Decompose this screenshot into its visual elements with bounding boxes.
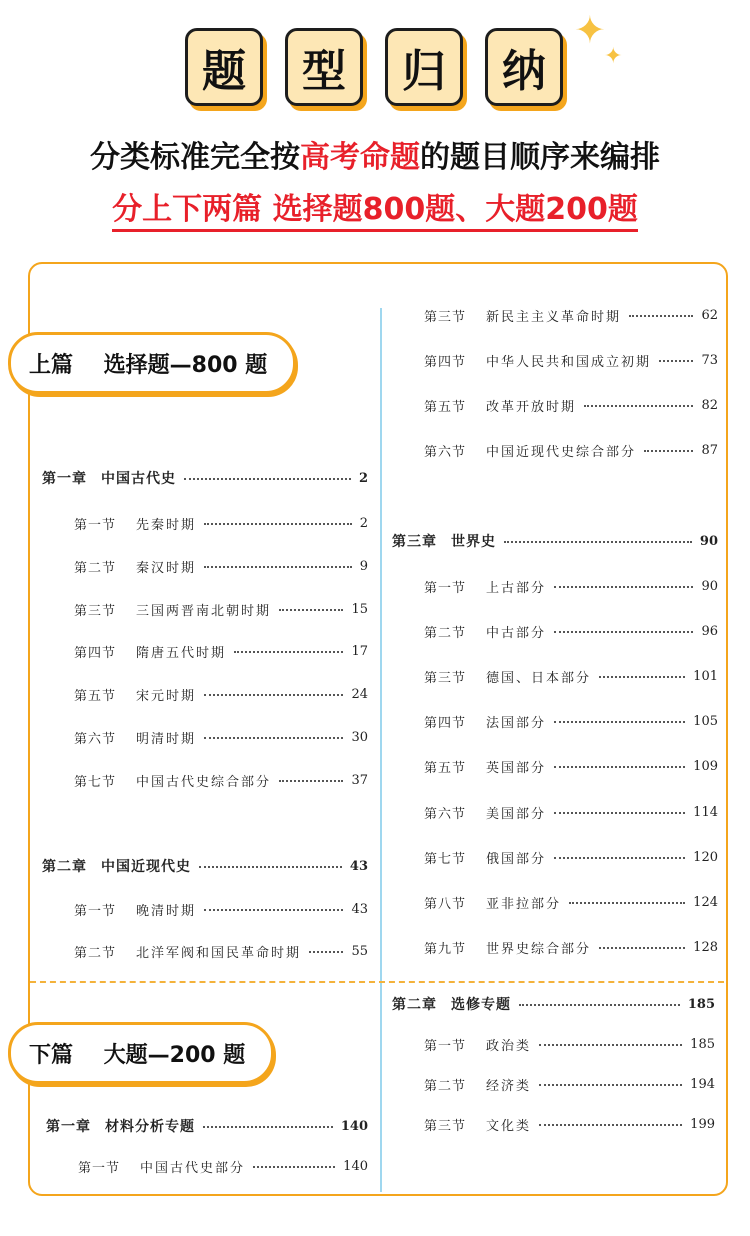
toc-title: 世界史综合部分 <box>486 941 592 957</box>
title-box-2: 型 <box>285 28 363 106</box>
toc-number: 第四节 <box>424 715 467 731</box>
toc-page-number: 30 <box>351 729 368 745</box>
toc-leader-dots <box>279 780 343 782</box>
toc-page-number: 82 <box>701 397 718 413</box>
toc-title: 法国部分 <box>486 715 547 731</box>
toc-title: 英国部分 <box>486 760 547 776</box>
toc-number: 第三章 <box>392 534 437 550</box>
toc-page-number: 194 <box>690 1076 715 1092</box>
toc-page-number: 15 <box>351 601 368 617</box>
toc-number: 第八节 <box>424 896 467 912</box>
toc-number: 第四节 <box>424 354 467 370</box>
toc-page-number: 37 <box>351 772 368 788</box>
toc-section-row <box>424 305 718 325</box>
toc-leader-dots <box>599 947 685 949</box>
toc-leader-dots <box>253 1166 335 1168</box>
toc-leader-dots <box>504 541 692 543</box>
subtitle-line-1: 分类标准完全按高考命题的题目顺序来编排 <box>90 140 660 175</box>
toc-number: 第一章 <box>46 1119 91 1135</box>
toc-number: 第一章 <box>42 471 87 487</box>
toc-title: 三国两晋南北朝时期 <box>136 603 272 619</box>
toc-title: 美国部分 <box>486 806 547 822</box>
section-divider <box>30 981 724 983</box>
toc-title: 文化类 <box>486 1118 532 1134</box>
toc-title: 上古部分 <box>486 580 547 596</box>
toc-page-number: 124 <box>693 894 718 910</box>
toc-title: 中国古代史部分 <box>140 1160 246 1176</box>
toc-leader-dots <box>599 676 685 678</box>
sparkle-small-icon: ✦ <box>604 44 623 69</box>
toc-title: 秦汉时期 <box>136 560 197 576</box>
toc-number: 第九节 <box>424 941 467 957</box>
toc-page-number: 101 <box>693 668 718 684</box>
toc-number: 第六节 <box>424 444 467 460</box>
toc-leader-dots <box>309 951 343 953</box>
toc-section-row <box>74 684 368 704</box>
toc-number: 第一节 <box>78 1160 121 1176</box>
toc-number: 第二节 <box>74 945 117 961</box>
toc-number: 第二章 <box>392 997 437 1013</box>
toc-section-row <box>424 1114 715 1134</box>
toc-leader-dots <box>199 866 342 868</box>
toc-number: 第六节 <box>74 731 117 747</box>
toc-page-number: 120 <box>693 849 718 865</box>
toc-title: 经济类 <box>486 1078 532 1094</box>
toc-title: 中国近现代史 <box>101 859 191 875</box>
toc-leader-dots <box>644 450 693 452</box>
section-lower-label: 下篇 大题—200 题 <box>8 1022 274 1084</box>
toc-page-number: 43 <box>349 858 368 874</box>
toc-title: 中国古代史综合部分 <box>136 774 272 790</box>
toc-leader-dots <box>539 1124 682 1126</box>
toc-title: 亚非拉部分 <box>486 896 562 912</box>
toc-number: 第二节 <box>424 1078 467 1094</box>
toc-title: 北洋军阀和国民革命时期 <box>136 945 302 961</box>
toc-title: 政治类 <box>486 1038 532 1054</box>
toc-leader-dots <box>184 478 351 480</box>
toc-chapter-row <box>392 994 715 1014</box>
toc-title: 选修专题 <box>451 997 511 1013</box>
toc-title: 中国近现代史综合部分 <box>486 444 637 460</box>
toc-leader-dots <box>204 737 343 739</box>
toc-title: 宋元时期 <box>136 688 197 704</box>
toc-leader-dots <box>554 857 685 859</box>
toc-leader-dots <box>539 1044 682 1046</box>
toc-page-number: 90 <box>701 578 718 594</box>
column-divider <box>380 308 382 1192</box>
toc-number: 第七节 <box>424 851 467 867</box>
toc-number: 第五节 <box>74 688 117 704</box>
toc-page-number: 140 <box>343 1158 368 1174</box>
toc-chapter-row <box>42 856 368 876</box>
toc-section-row <box>74 556 368 576</box>
toc-number: 第二节 <box>424 625 467 641</box>
toc-page-number: 128 <box>693 939 718 955</box>
toc-page-number: 55 <box>351 943 368 959</box>
toc-number: 第六节 <box>424 806 467 822</box>
toc-page-number: 114 <box>693 804 718 820</box>
toc-section-row <box>424 892 718 912</box>
toc-leader-dots <box>569 902 685 904</box>
toc-page-number: 87 <box>701 442 718 458</box>
toc-page-number: 43 <box>351 901 368 917</box>
toc-section-row <box>74 513 368 533</box>
toc-section-row <box>424 847 718 867</box>
toc-page-number: 199 <box>690 1116 715 1132</box>
toc-leader-dots <box>279 609 343 611</box>
toc-leader-dots <box>584 405 693 407</box>
toc-number: 第七节 <box>74 774 117 790</box>
sparkle-icon: ✦ <box>574 8 606 52</box>
toc-section-row <box>424 576 718 596</box>
toc-section-row <box>424 937 718 957</box>
toc-section-row <box>74 641 368 661</box>
title-box-1: 题 <box>185 28 263 106</box>
toc-section-row <box>424 440 718 460</box>
toc-number: 第五节 <box>424 399 467 415</box>
toc-page-number: 2 <box>359 515 368 531</box>
toc-number: 第五节 <box>424 760 467 776</box>
toc-page-number: 109 <box>693 758 718 774</box>
toc-leader-dots <box>204 694 343 696</box>
header-title <box>0 28 750 108</box>
toc-title: 改革开放时期 <box>486 399 577 415</box>
toc-leader-dots <box>554 586 693 588</box>
toc-number: 第三节 <box>424 309 467 325</box>
toc-section-row <box>424 802 718 822</box>
toc-title: 隋唐五代时期 <box>136 645 227 661</box>
toc-leader-dots <box>234 651 343 653</box>
title-box-3: 归 <box>385 28 463 106</box>
toc-leader-dots <box>554 766 685 768</box>
toc-section-row <box>424 666 718 686</box>
section-upper-label: 上篇 选择题—800 题 <box>8 332 296 394</box>
toc-number: 第一节 <box>424 1038 467 1054</box>
toc-page-number: 185 <box>687 996 715 1012</box>
toc-page-number: 105 <box>693 713 718 729</box>
toc-section-row <box>74 727 368 747</box>
toc-leader-dots <box>554 721 685 723</box>
toc-number: 第一节 <box>424 580 467 596</box>
toc-section-row <box>424 621 718 641</box>
toc-leader-dots <box>659 360 693 362</box>
toc-number: 第二章 <box>42 859 87 875</box>
toc-chapter-row <box>392 531 718 551</box>
toc-section-row <box>74 941 368 961</box>
toc-page-number: 185 <box>690 1036 715 1052</box>
toc-title: 俄国部分 <box>486 851 547 867</box>
toc-number: 第一节 <box>74 517 117 533</box>
toc-title: 晚清时期 <box>136 903 197 919</box>
title-box-4: 纳 <box>485 28 563 106</box>
toc-section-row <box>78 1156 368 1176</box>
toc-leader-dots <box>204 523 352 525</box>
toc-page-number: 90 <box>699 533 718 549</box>
toc-title: 明清时期 <box>136 731 197 747</box>
toc-page-number: 62 <box>701 307 718 323</box>
toc-number: 第一节 <box>74 903 117 919</box>
toc-page-number: 9 <box>359 558 368 574</box>
toc-section-row <box>74 599 368 619</box>
toc-section-row <box>424 1074 715 1094</box>
subtitle-line-2: 分上下两篇 选择题800题、大题200题 <box>0 184 750 228</box>
toc-leader-dots <box>204 566 352 568</box>
toc-number: 第三节 <box>424 670 467 686</box>
toc-leader-dots <box>554 812 685 814</box>
toc-section-row <box>74 770 368 790</box>
toc-chapter-row <box>42 468 368 488</box>
toc-leader-dots <box>203 1126 333 1128</box>
toc-leader-dots <box>629 315 693 317</box>
toc-title: 先秦时期 <box>136 517 197 533</box>
toc-title: 中华人民共和国成立初期 <box>486 354 652 370</box>
toc-section-row <box>424 711 718 731</box>
toc-title: 新民主主义革命时期 <box>486 309 622 325</box>
toc-section-row <box>424 350 718 370</box>
toc-leader-dots <box>204 909 343 911</box>
toc-title: 中古部分 <box>486 625 547 641</box>
toc-page-number: 96 <box>701 623 718 639</box>
toc-page-number: 140 <box>340 1118 368 1134</box>
toc-number: 第二节 <box>74 560 117 576</box>
toc-section-row <box>424 395 718 415</box>
toc-title: 材料分析专题 <box>105 1119 195 1135</box>
toc-page-number: 17 <box>351 643 368 659</box>
toc-section-row <box>424 756 718 776</box>
toc-section-row <box>74 899 368 919</box>
toc-title: 中国古代史 <box>101 471 176 487</box>
toc-section-row <box>424 1034 715 1054</box>
toc-page-number: 2 <box>358 470 368 486</box>
toc-title: 世界史 <box>451 534 496 550</box>
toc-leader-dots <box>519 1004 680 1006</box>
toc-number: 第三节 <box>74 603 117 619</box>
toc-leader-dots <box>554 631 693 633</box>
toc-chapter-row <box>46 1116 368 1136</box>
toc-number: 第四节 <box>74 645 117 661</box>
toc-page-number: 73 <box>701 352 718 368</box>
toc-number: 第三节 <box>424 1118 467 1134</box>
toc-leader-dots <box>539 1084 682 1086</box>
toc-page-number: 24 <box>351 686 368 702</box>
toc-title: 德国、日本部分 <box>486 670 592 686</box>
